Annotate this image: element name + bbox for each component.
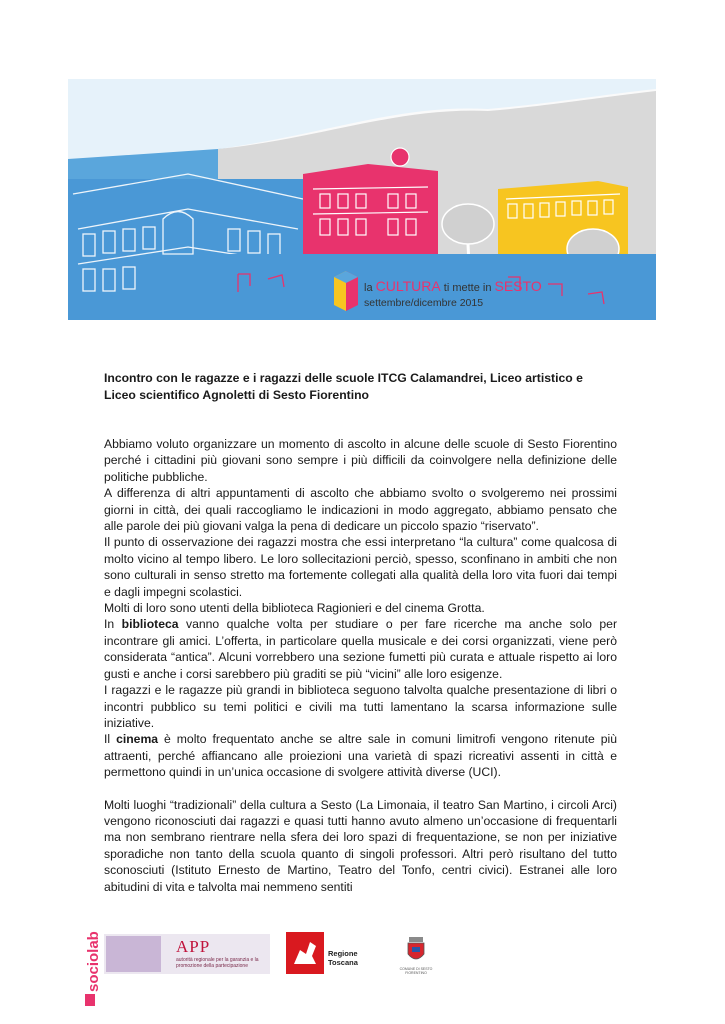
- paragraph-text: Il: [104, 732, 117, 747]
- comune-logo: [396, 934, 436, 974]
- logo-cultura: CULTURA: [375, 278, 441, 294]
- page-heading: Incontro con le ragazze e i ragazzi delle scuole ITCG Calamandrei, Liceo artistico e Liceo scientifico Agnoletti di Sesto Fiorentino: [104, 371, 583, 402]
- logo-la: la: [364, 282, 376, 294]
- logo-ti-mette-in: ti mette in: [440, 282, 495, 294]
- paragraph: Abbiamo voluto organizzare un momento di ascolto in alcune delle scuole di Sesto Fiorentino perché i cittadini più giovani sono sempre i più difficili da coinvolgere nella definizione delle politiche pubbliche.: [104, 437, 617, 484]
- paragraph: [104, 731, 617, 780]
- paragraph-text: vanno qualche volta per studiare o per fare ricerche ma anche solo per incontrare gli amici. L’offerta, in particolare quella musicale e dei corsi organizzati, viene però considerata “antica”. Alcuni vorrebbero una sezione fumetti più curata e attuale rispetto ai loro gusti e anche i corsi sarebbero più graditi se più “vicini” alle loro esigenze.: [104, 617, 618, 681]
- app-logo-text: APP: [176, 937, 211, 956]
- body-text: [104, 436, 617, 895]
- app-logo: [104, 934, 270, 974]
- app-logo-subtitle: autorità regionale per la garanzia e la promozione della partecipazione: [176, 957, 259, 969]
- paragraph-text: In: [104, 617, 122, 632]
- comune-label: COMUNE DI SESTO FIORENTINO: [399, 967, 433, 975]
- paragraph: Molti di loro sono utenti della biblioteca Ragionieri e del cinema Grotta.: [104, 601, 485, 616]
- paragraph-text: è molto frequentato anche se altre sale in comuni limitrofi vengono ritenute più attraenti, perché affiancano alle proiezioni una varietà di spazi ricreativi assenti in città e permettono quindi in un’unica occasione di svolgere attività diverse (UCI).: [104, 732, 617, 780]
- paragraph: Molti luoghi “tradizionali” della cultura a Sesto (La Limonaia, il teatro San Martino, i circoli Arci) vengono riconosciuti dai ragazzi e quasi tutti hanno avuto almeno un’occasione di frequentarli ma non sembrano rientrare nella sfera dei loro spazi di frequentazione, se non per iniziative sporadiche non tanto della scuola quanto di singoli professori. Altri però risultano del tutto sconosciuti (Istituto Ernesto de Martino, Teatro del Tonfo, centri civici). Estranei alle loro abitudini di vita e talvolta mai nemmeno sentiti: [104, 797, 617, 894]
- regione-toscana-logo: [286, 932, 386, 974]
- pegasus-icon: [286, 932, 324, 974]
- sociolab-wordmark: sociolab: [85, 931, 102, 992]
- paragraph: Il punto di osservazione dei ragazzi mostra che essi interpretano “la cultura” come qualcosa di molto vicino al tempo libero. Le loro sollecitazioni perciò, spesso, sconfinano in ambiti che non sono culturali in senso stretto ma fortemente collegati alla qualità della loro vita fuori dai tempi e dagli impegni scolastici.: [104, 535, 617, 599]
- keyword-cinema: cinema: [116, 732, 159, 747]
- paragraph: I ragazzi e le ragazze più grandi in biblioteca seguono talvolta qualche presentazione di libri o incontri pubblico su temi politici e civili ma tutti lamentano la scarsa informazione sulle iniziative.: [104, 683, 617, 730]
- paragraph: A differenza di altri appuntamenti di ascolto che abbiamo svolto o svolgeremo nei prossimi giorni in città, dei quali raccogliamo le indicazioni in modo aggregato, abbiamo pensato che alle parole dei più giovani valga la pena di dedicare un piccolo spazio “riservato”.: [104, 486, 617, 534]
- logo-dates: settembre/dicembre 2015: [364, 297, 484, 309]
- regione-toscana-label: Regione Toscana: [328, 949, 358, 967]
- banner-illustration: [68, 79, 656, 320]
- keyword-biblioteca: biblioteca: [121, 617, 179, 632]
- banner-image: [68, 79, 656, 320]
- logo-sesto: SESTO: [494, 278, 542, 294]
- paragraph: [104, 616, 617, 682]
- event-logo: [334, 271, 358, 311]
- app-logo-artwork: [106, 936, 161, 972]
- coat-of-arms-icon: [396, 934, 436, 966]
- sociolab-logo: [83, 910, 105, 1008]
